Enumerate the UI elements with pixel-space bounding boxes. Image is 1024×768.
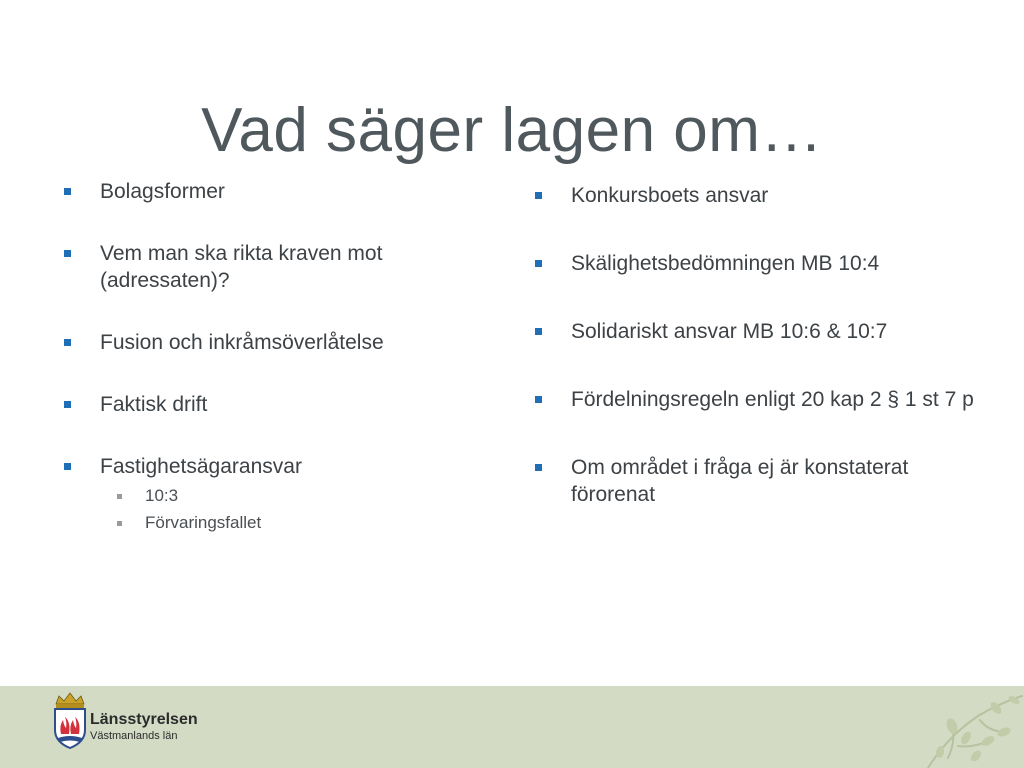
county-coat-of-arms-icon bbox=[50, 690, 90, 750]
list-item bbox=[62, 453, 482, 536]
slide-title: Vad säger lagen om… bbox=[201, 95, 823, 165]
list-item-label: Skälighetsbedömningen MB 10:4 bbox=[571, 252, 880, 275]
logo-subtitle: Västmanlands län bbox=[90, 730, 178, 742]
list-item-label: Solidariskt ansvar MB 10:6 & 10:7 bbox=[571, 320, 888, 343]
square-bullet-icon bbox=[64, 250, 71, 257]
list-item-label: Fusion och inkråmsöverlåtelse bbox=[100, 331, 384, 354]
list-item-label: Fastighetsägaransvar bbox=[100, 455, 302, 478]
sub-list-item bbox=[62, 509, 482, 536]
sub-list bbox=[100, 482, 482, 536]
logo-name: Länsstyrelsen bbox=[90, 711, 198, 728]
left-bullet-list bbox=[62, 178, 482, 536]
list-item bbox=[62, 240, 482, 294]
square-bullet-icon bbox=[535, 396, 542, 403]
right-column bbox=[533, 182, 983, 549]
plant-branch-icon bbox=[918, 686, 1024, 768]
square-bullet-icon bbox=[535, 464, 542, 471]
right-bullet-list bbox=[533, 182, 983, 508]
square-bullet-icon bbox=[64, 463, 71, 470]
left-column bbox=[62, 178, 482, 536]
list-item-label: Bolagsformer bbox=[100, 180, 225, 203]
sub-bullet-icon bbox=[117, 521, 122, 526]
list-item bbox=[533, 182, 983, 209]
square-bullet-icon bbox=[535, 192, 542, 199]
sub-bullet-icon bbox=[117, 494, 122, 499]
list-item bbox=[533, 386, 983, 413]
list-item-label: Faktisk drift bbox=[100, 393, 208, 416]
square-bullet-icon bbox=[535, 260, 542, 267]
sub-list-item-label: 10:3 bbox=[145, 486, 179, 505]
sub-list-item-label: Förvaringsfallet bbox=[145, 513, 262, 532]
list-item-label: Konkursboets ansvar bbox=[571, 184, 769, 207]
list-item bbox=[533, 318, 983, 345]
square-bullet-icon bbox=[64, 401, 71, 408]
list-item bbox=[533, 250, 983, 277]
square-bullet-icon bbox=[64, 188, 71, 195]
list-item bbox=[62, 178, 482, 205]
sub-list-item bbox=[62, 482, 482, 509]
square-bullet-icon bbox=[535, 328, 542, 335]
square-bullet-icon bbox=[64, 339, 71, 346]
list-item-label: Fördelningsregeln enligt 20 kap 2 § 1 st 7 p bbox=[571, 388, 974, 411]
list-item-label: Vem man ska rikta kraven mot (adressaten)? bbox=[100, 242, 383, 292]
list-item bbox=[533, 454, 983, 508]
list-item bbox=[62, 391, 482, 418]
list-item bbox=[62, 329, 482, 356]
list-item-label: Om området i fråga ej är konstaterat förorenat bbox=[571, 456, 909, 506]
